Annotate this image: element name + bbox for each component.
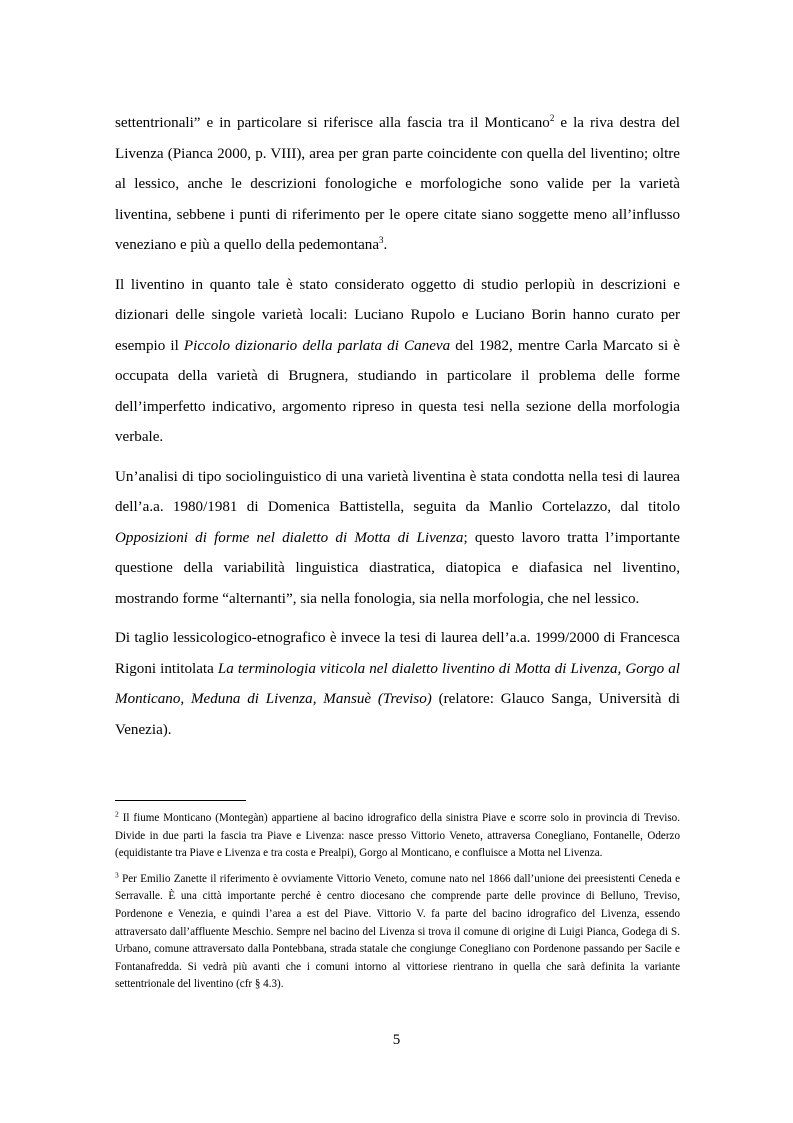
book-title: Piccolo dizionario della parlata di Caneva (183, 337, 451, 354)
footnote-ref[interactable]: 3 (379, 234, 384, 245)
thesis-title: La terminologia viticola nel dialetto liventino di Motta di Livenza, Gorgo al Monticano, Meduna di Livenza, Mansuè (Treviso) (115, 660, 680, 707)
footnote-ref[interactable]: 2 (549, 112, 555, 123)
page-number: 5 (392, 1032, 401, 1048)
paragraph: Il liventino in quanto tale è stato considerato oggetto di studio perlopiù in descrizioni e dizionari delle singole varietà locali: Luciano Rupolo e Luciano Borin hanno curato per esempio il Piccolo dizionario della parlata di Caneva del 1982, mentre Carla Marcato si è occupata della varietà di Brugnera, studiando in particolare il problema delle forme dell’imperfetto indicativo, argomento ripreso in questa tesi nella sezione della morfologia verbale. (115, 276, 680, 445)
footnote-marker: 2 (115, 809, 119, 819)
footnote-marker: 3 (115, 870, 119, 880)
paragraph: settentrionali” e in particolare si riferisce alla fascia tra il Monticano$^2$ e la riva destra del Livenza (Pianca 2000, p. VIII), area per gran parte coincidente con quella del liventino; oltre al lessico, anche le descrizioni fonologiche e morfologiche sono valide per la varietà liventina, sebbene i punti di riferimento per le opere citate siano soggette meno all’influsso veneziano e più a quello della pedemontana$^3$. (115, 112, 680, 253)
footnote-separator (115, 800, 246, 801)
thesis-title: Opposizioni di forme nel dialetto di Motta di Livenza (115, 529, 464, 546)
paragraph: Un’analisi di tipo sociolinguistico di una varietà liventina è stata condotta nella tesi di laurea dell’a.a. 1980/1981 di Domenica Battistella, seguita da Manlio Cortelazzo, dal titolo Opposizioni di forme nel dialetto di Motta di Livenza; questo lavoro tratta l’importante questione della variabilità linguistica diastratica, diatopica e diafasica nel liventino, mostrando forme “alternanti”, sia nella fonologia, sia nella morfologia, che nel lessico. (115, 468, 680, 607)
footnotes (115, 810, 680, 1002)
footnote: $^3$ Per Emilio Zanette il riferimento è ovviamente Vittorio Veneto, comune nato nel 1866 dall’unione dei preesistenti Ceneda e Serravalle. È una città importante perché è centro diocesano che comprende parte delle province di Belluno, Treviso, Pordenone e Venezia, e quindi l’area a est del Piave. Vittorio V. fa parte del bacino idrografico del Livenza, essendo attraversato dall’affluente Meschio. Sempre nel bacino del Livenza si trova il comune di origine di Luigi Pianca, Godega di S. Urbano, comune attraversato dalla Pontebbana, strada statale che congiunge Conegliano con Pordenone passando per Sacile e Fontanafredda. Si vedrà più avanti che i comuni intorno al vittoriese rientrano in quella che sarà definita la variante settentrionale del liventino (cfr § 4.3). (115, 870, 680, 991)
paragraph: Di taglio lessicologico-etnografico è invece la tesi di laurea dell’a.a. 1999/2000 di Francesca Rigoni intitolata La terminologia viticola nel dialetto liventino di Motta di Livenza, Gorgo al Monticano, Meduna di Livenza, Mansuè (Treviso) (relatore: Glauco Sanga, Università di Venezia). (115, 630, 680, 738)
body-text (115, 108, 680, 754)
footnote: $^2$ Il fiume Monticano (Montegàn) appartiene al bacino idrografico della sinistra Piave e scorre solo in provincia di Treviso. Divide in due parti la fascia tra Piave e Livenza: nasce presso Vittorio Veneto, attraversa Conegliano, Fontanelle, Oderzo (equidistante tra Piave e Livenza e tra costa e Prealpi), Gorgo al Monticano, e confluisce a Motta nel Livenza. (115, 809, 680, 860)
